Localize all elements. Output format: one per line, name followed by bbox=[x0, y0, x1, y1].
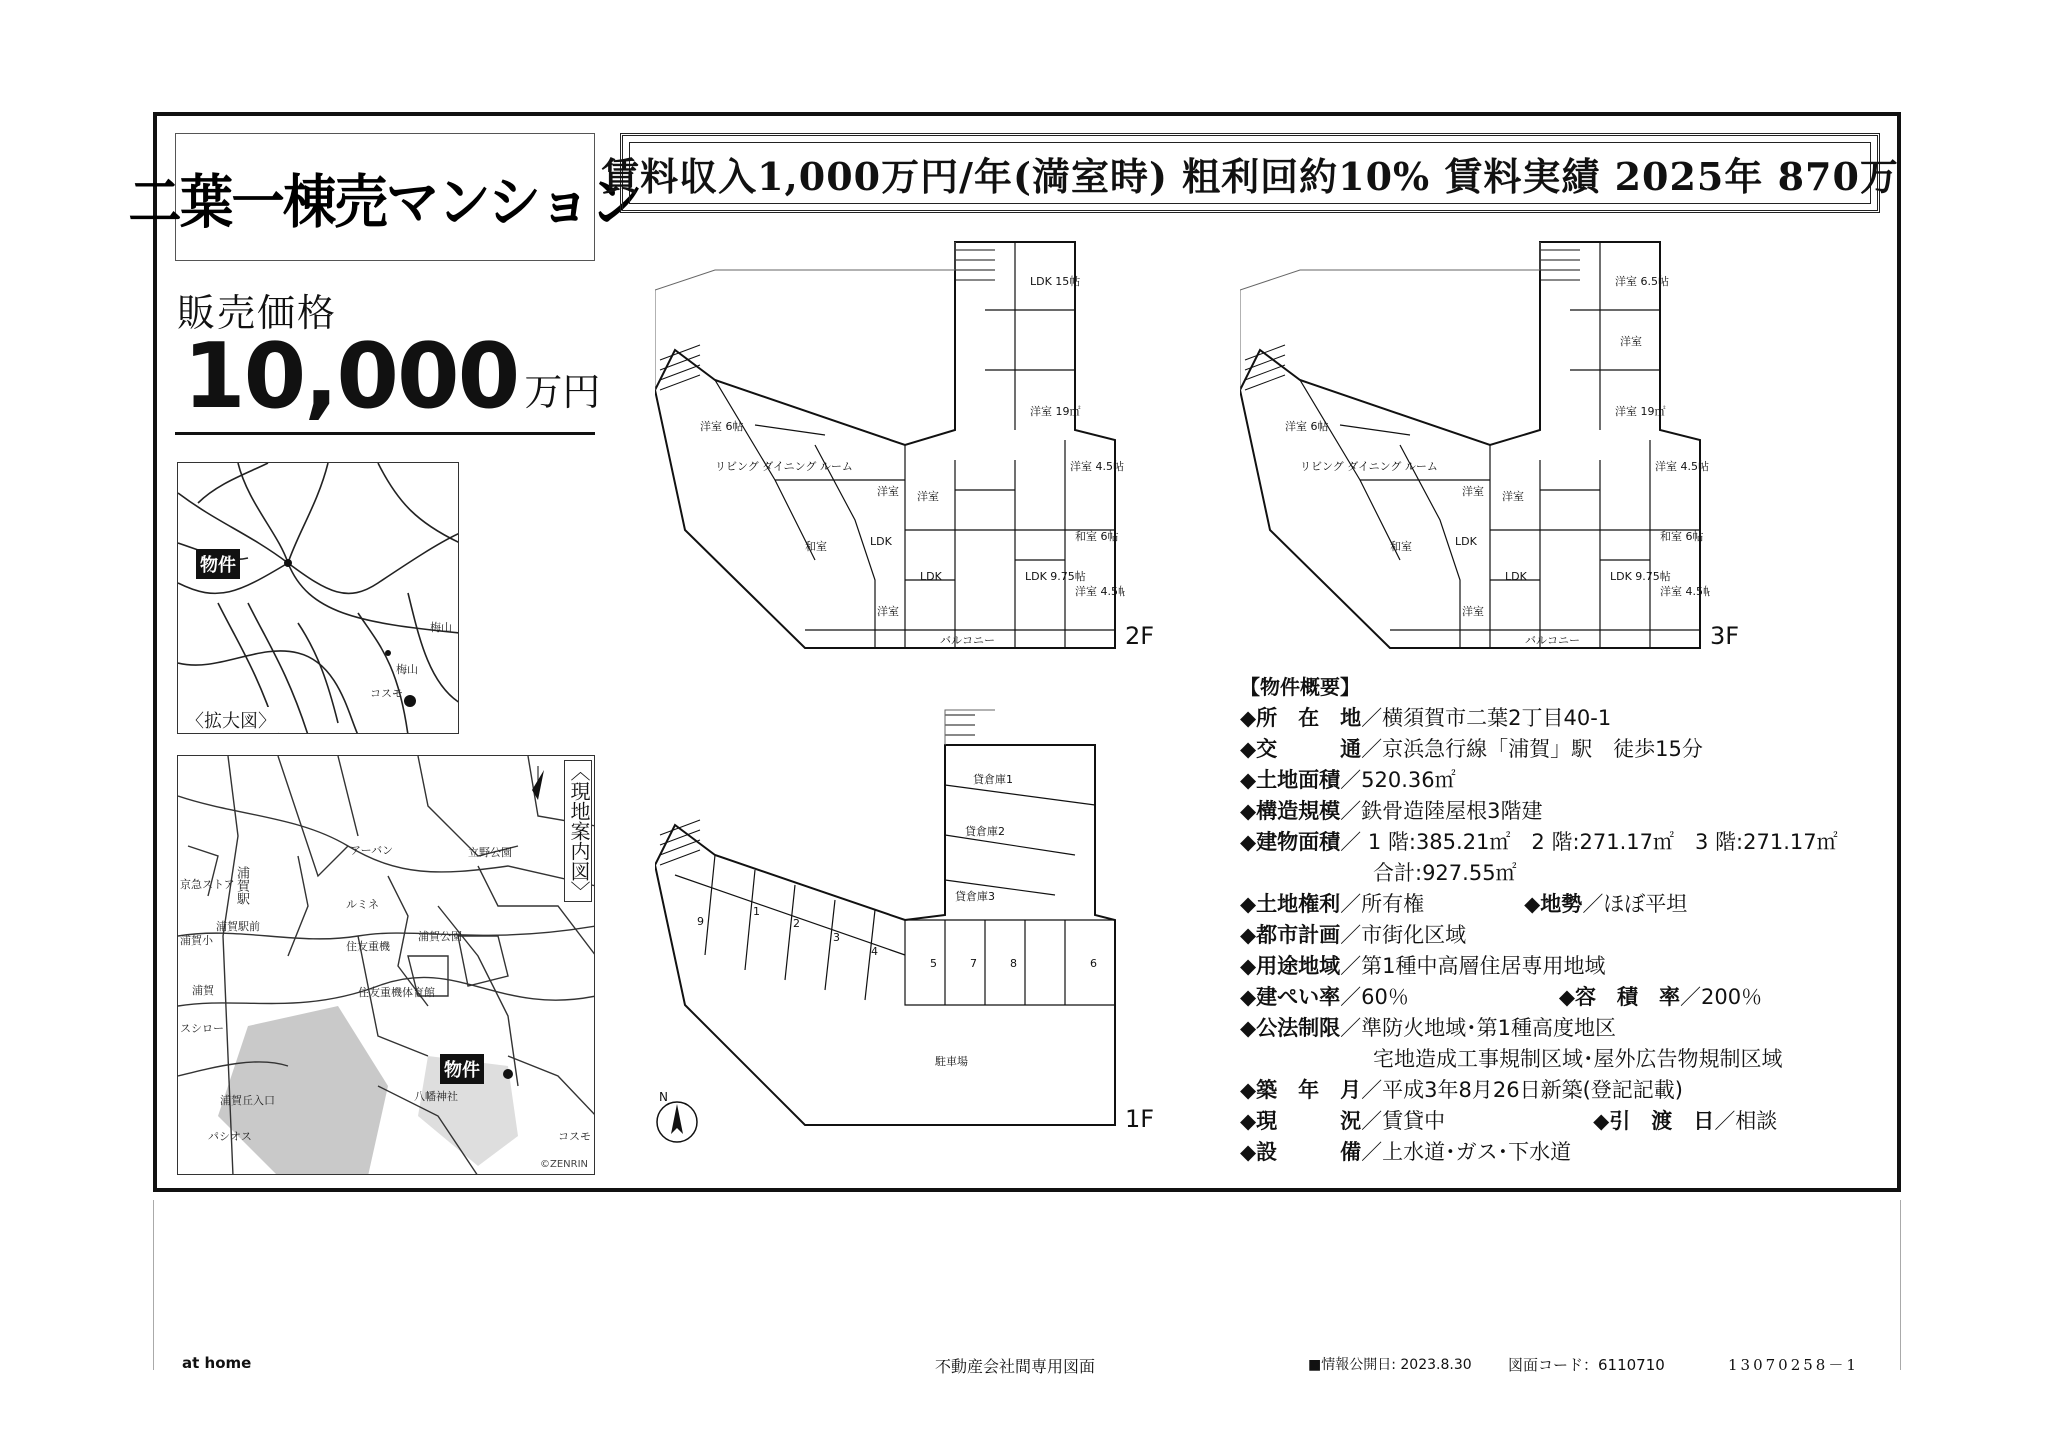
overview-row: ◆用途地域／第1種中高層住居専用地域 bbox=[1240, 954, 1606, 978]
room-label: 洋室 bbox=[877, 485, 899, 498]
room-label: LDK bbox=[920, 570, 942, 583]
place-label: コスモ bbox=[558, 1130, 591, 1143]
floor-plan-3f-drawing bbox=[1240, 230, 1710, 670]
price-label: 販売価格 bbox=[177, 291, 338, 335]
drawing-code: 図面コード：6110710 bbox=[1508, 1356, 1665, 1374]
property-marker: 物件 bbox=[196, 549, 240, 579]
floor-plan-2f-drawing bbox=[655, 230, 1125, 670]
parking-space: 7 bbox=[970, 957, 977, 970]
headline-banner bbox=[601, 133, 1899, 213]
room-label: 和室 bbox=[1390, 540, 1412, 553]
price bbox=[183, 324, 601, 429]
floor-label-1f: 1F bbox=[1125, 1105, 1155, 1133]
storage-label: 貸倉庫3 bbox=[955, 890, 995, 903]
parking-space: 9 bbox=[697, 915, 704, 928]
parking-space: 8 bbox=[1010, 957, 1017, 970]
parking-space: 1 bbox=[753, 905, 760, 918]
room-label: 洋室 bbox=[877, 605, 899, 618]
place-label: 浦賀駅 bbox=[234, 866, 249, 905]
overview-row: ◆築 年 月／平成3年8月26日新築(登記記載) bbox=[1240, 1078, 1683, 1102]
room-label: LDK bbox=[1505, 570, 1527, 583]
place-label: 八幡神社 bbox=[414, 1090, 458, 1103]
area-map-roads bbox=[178, 756, 595, 1175]
place-label: 浦賀丘入口 bbox=[220, 1094, 275, 1107]
floor-plan-1f-drawing bbox=[655, 705, 1125, 1155]
place-label: 浦賀公園 bbox=[418, 930, 462, 943]
place-label: スシロー bbox=[180, 1022, 224, 1035]
room-label: リビング ダイニング ルーム bbox=[1300, 460, 1438, 473]
map-credit: ©ZENRIN bbox=[539, 1159, 588, 1170]
overview-row: ◆土地面積／520.36㎡ bbox=[1240, 768, 1456, 792]
area-map-label: 〈現地案内図〉 bbox=[564, 760, 592, 902]
room-label: 洋室 bbox=[1620, 335, 1642, 348]
place-label: ルミネ bbox=[346, 898, 379, 911]
room-label: LDK 9.75帖 bbox=[1025, 570, 1086, 583]
room-label: 洋室 4.5帖 bbox=[1075, 585, 1125, 598]
room-label: 洋室 bbox=[1462, 485, 1484, 498]
overview-row: ◆所 在 地／横須賀市二葉2丁目40-1 bbox=[1240, 706, 1612, 730]
storage-label: 貸倉庫1 bbox=[973, 773, 1013, 786]
overview-row: ◆都市計画／市街化区域 bbox=[1240, 923, 1467, 947]
room-label: 洋室 6帖 bbox=[700, 420, 744, 433]
place-label: 住友重機 bbox=[346, 940, 390, 953]
place-label: パシオス bbox=[208, 1130, 252, 1143]
athome-logo: at home bbox=[182, 1354, 252, 1372]
property-title: 二葉一棟売マンション bbox=[128, 168, 642, 236]
parking-space: 6 bbox=[1090, 957, 1097, 970]
room-label: LDK bbox=[1455, 535, 1477, 548]
place-label: 浦賀 bbox=[192, 984, 214, 997]
place-label: 浦賀小 bbox=[180, 934, 213, 947]
overview-row: ◆建物面積／ 1 階:385.21㎡ 2 階:271.17㎡ 3 階:271.17㎡ bbox=[1240, 830, 1838, 854]
room-label: 洋室 4.5帖 bbox=[1655, 460, 1709, 473]
room-label: 洋室 19㎡ bbox=[1615, 405, 1666, 418]
overview-row: ◆構造規模／鉄骨造陸屋根3階建 bbox=[1240, 799, 1543, 823]
parking-space: 3 bbox=[833, 931, 840, 944]
north-arrow-icon bbox=[655, 1090, 699, 1146]
room-label: 洋室 bbox=[1502, 490, 1524, 503]
room-label: 洋室 19㎡ bbox=[1030, 405, 1081, 418]
headline-text: 賃料収入1,000万円/年(満室時) 粗利回約10% 賃料実績 2025年 870万 bbox=[601, 153, 1899, 199]
price-value: 10,000 bbox=[183, 324, 519, 429]
place-label: アーバン bbox=[350, 844, 394, 857]
floor-label-2f: 2F bbox=[1125, 622, 1155, 650]
blank-lower-area bbox=[153, 1200, 1901, 1370]
place-label: コスモ bbox=[370, 687, 403, 700]
overview-row: ◆建ぺい率／60％ ◆容 積 率／200％ bbox=[1240, 985, 1763, 1009]
overview-row: ◆土地権利／所有権 ◆地勢／ほぼ平坦 bbox=[1240, 892, 1688, 916]
footer-note: 不動産会社間専用図面 bbox=[935, 1357, 1096, 1376]
room-label: 洋室 6帖 bbox=[1285, 420, 1329, 433]
floor-plan-3f bbox=[1240, 230, 1740, 674]
parking-space: 4 bbox=[871, 945, 878, 958]
place-label: 梅山 bbox=[396, 663, 418, 676]
area-map bbox=[177, 755, 595, 1175]
balcony-label: バルコニー bbox=[1525, 634, 1580, 647]
overview-total: 合計:927.55㎡ bbox=[1373, 861, 1517, 885]
storage-label: 貸倉庫2 bbox=[965, 825, 1005, 838]
place-label: 住友重機体育館 bbox=[358, 986, 435, 999]
floor-plan-1f bbox=[655, 705, 1155, 1159]
parking-space: 2 bbox=[793, 917, 800, 930]
balcony-label: バルコニー bbox=[940, 634, 995, 647]
overview-restriction: 宅地造成工事規制区域･屋外広告物規制区域 bbox=[1373, 1047, 1783, 1071]
place-label: 立野公園 bbox=[468, 846, 512, 859]
floor-plan-2f bbox=[655, 230, 1155, 674]
place-label: 浦賀駅前 bbox=[216, 920, 260, 933]
price-unit: 万円 bbox=[524, 370, 601, 414]
room-label: 和室 6帖 bbox=[1075, 530, 1119, 543]
reference-number: 13070258－1 bbox=[1728, 1356, 1859, 1374]
floor-label-3f: 3F bbox=[1710, 622, 1740, 650]
overview-row: ◆交 通／京浜急行線「浦賀」駅 徒歩15分 bbox=[1240, 737, 1703, 761]
north-label: N bbox=[659, 1090, 668, 1104]
room-label: 和室 6帖 bbox=[1660, 530, 1704, 543]
room-label: LDK bbox=[870, 535, 892, 548]
published-date: ■情報公開日: 2023.8.30 bbox=[1308, 1357, 1472, 1373]
room-label: 洋室 bbox=[917, 490, 939, 503]
detail-map bbox=[177, 462, 459, 734]
detail-map-roads bbox=[178, 463, 459, 734]
room-label: リビング ダイニング ルーム bbox=[715, 460, 853, 473]
room-label: LDK 15帖 bbox=[1030, 275, 1081, 288]
property-marker: 物件 bbox=[440, 1054, 484, 1084]
room-label: 洋室 4.5帖 bbox=[1070, 460, 1124, 473]
room-label: 洋室 bbox=[1462, 605, 1484, 618]
overview-row: ◆公法制限／準防火地域･第1種高度地区 bbox=[1240, 1016, 1617, 1040]
room-label: LDK 9.75帖 bbox=[1610, 570, 1671, 583]
price-divider bbox=[175, 432, 595, 435]
overview-row: ◆設 備／上水道･ガス･下水道 bbox=[1240, 1140, 1572, 1164]
title-box bbox=[128, 133, 642, 261]
room-label: 和室 bbox=[805, 540, 827, 553]
parking-label: 駐車場 bbox=[935, 1055, 968, 1068]
property-overview bbox=[1240, 672, 1880, 1168]
room-label: 洋室 4.5帖 bbox=[1660, 585, 1710, 598]
overview-heading: 【物件概要】 bbox=[1240, 675, 1360, 699]
room-label: 洋室 6.5帖 bbox=[1615, 275, 1669, 288]
parking-space: 5 bbox=[930, 957, 937, 970]
place-label: 梅山 bbox=[430, 621, 452, 634]
overview-row: ◆現 況／賃貸中 ◆引 渡 日／相談 bbox=[1240, 1109, 1778, 1133]
place-label: 京急ストア bbox=[180, 878, 235, 891]
detail-map-label: 〈拡大図〉 bbox=[184, 707, 278, 733]
